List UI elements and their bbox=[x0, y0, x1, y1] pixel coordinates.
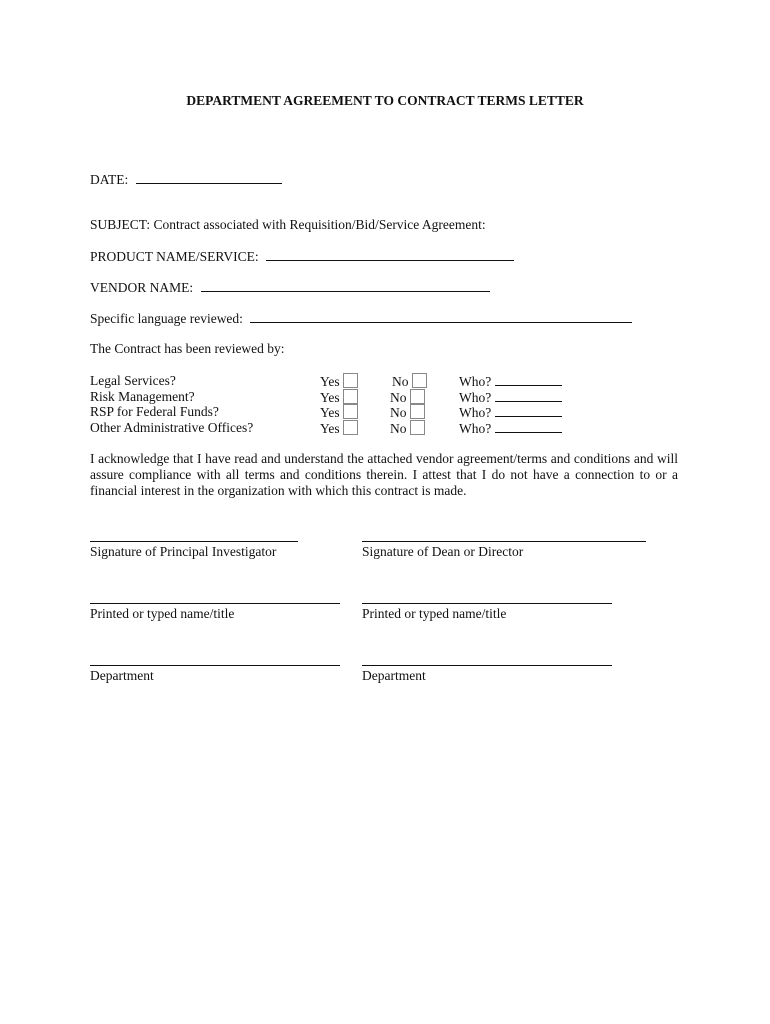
vendor-row bbox=[90, 279, 490, 296]
no-label: No bbox=[390, 421, 407, 436]
pi-name-line[interactable] bbox=[90, 603, 340, 604]
no-checkbox[interactable] bbox=[410, 404, 425, 419]
vendor-field[interactable] bbox=[201, 279, 490, 292]
review-label: Other Administrative Offices? bbox=[90, 420, 254, 435]
yes-checkbox[interactable] bbox=[343, 404, 358, 419]
yes-checkbox[interactable] bbox=[343, 420, 358, 435]
dean-department-line[interactable] bbox=[362, 665, 612, 666]
who-label: Who? bbox=[459, 405, 492, 420]
who-label: Who? bbox=[459, 390, 492, 405]
who-option bbox=[459, 373, 562, 390]
review-label: Risk Management? bbox=[90, 389, 195, 404]
no-checkbox[interactable] bbox=[410, 389, 425, 404]
pi-name-caption: Printed or typed name/title bbox=[90, 606, 235, 621]
acknowledgement-paragraph: I acknowledge that I have read and understand the attached vendor agreement/terms and conditions and will assure compliance with all terms and conditions therein. I attest that I do not have a connection to or a financial interest in the organization with which this contract is made. bbox=[90, 451, 678, 498]
pi-signature-line[interactable] bbox=[90, 541, 298, 542]
no-option bbox=[392, 373, 427, 390]
pi-department-caption: Department bbox=[90, 668, 154, 683]
yes-label: Yes bbox=[320, 421, 340, 436]
no-option bbox=[390, 420, 425, 437]
no-label: No bbox=[390, 405, 407, 420]
document-title: DEPARTMENT AGREEMENT TO CONTRACT TERMS LETTER bbox=[186, 93, 584, 108]
who-field[interactable] bbox=[495, 420, 562, 433]
date-label: DATE: bbox=[90, 172, 129, 187]
no-label: No bbox=[390, 390, 407, 405]
specific-language-row bbox=[90, 310, 632, 327]
reviewed-by-heading: The Contract has been reviewed by: bbox=[90, 341, 285, 356]
who-label: Who? bbox=[459, 421, 492, 436]
yes-option bbox=[320, 373, 358, 390]
who-option bbox=[459, 420, 562, 437]
no-label: No bbox=[392, 374, 409, 389]
no-checkbox[interactable] bbox=[412, 373, 427, 388]
who-option bbox=[459, 404, 562, 421]
who-field[interactable] bbox=[495, 389, 562, 402]
date-row bbox=[90, 171, 282, 188]
dean-signature-caption: Signature of Dean or Director bbox=[362, 544, 524, 559]
product-field[interactable] bbox=[266, 248, 514, 261]
specific-language-field[interactable] bbox=[250, 310, 632, 323]
dean-name-line[interactable] bbox=[362, 603, 612, 604]
subject-line: SUBJECT: Contract associated with Requisition/Bid/Service Agreement: bbox=[90, 217, 486, 232]
yes-option bbox=[320, 420, 358, 437]
no-option bbox=[390, 404, 425, 421]
yes-checkbox[interactable] bbox=[343, 373, 358, 388]
who-field[interactable] bbox=[495, 373, 562, 386]
product-label: PRODUCT NAME/SERVICE: bbox=[90, 249, 259, 264]
dean-name-caption: Printed or typed name/title bbox=[362, 606, 507, 621]
date-field[interactable] bbox=[136, 171, 282, 184]
dean-signature-line[interactable] bbox=[362, 541, 646, 542]
yes-label: Yes bbox=[320, 405, 340, 420]
review-label: RSP for Federal Funds? bbox=[90, 404, 219, 419]
pi-department-line[interactable] bbox=[90, 665, 340, 666]
who-label: Who? bbox=[459, 374, 492, 389]
yes-checkbox[interactable] bbox=[343, 389, 358, 404]
product-row bbox=[90, 248, 514, 265]
pi-signature-caption: Signature of Principal Investigator bbox=[90, 544, 277, 559]
review-label: Legal Services? bbox=[90, 373, 176, 388]
dean-department-caption: Department bbox=[362, 668, 426, 683]
yes-label: Yes bbox=[320, 374, 340, 389]
yes-option bbox=[320, 404, 358, 421]
vendor-label: VENDOR NAME: bbox=[90, 280, 194, 295]
specific-language-label: Specific language reviewed: bbox=[90, 311, 243, 326]
who-field[interactable] bbox=[495, 404, 562, 417]
yes-label: Yes bbox=[320, 390, 340, 405]
no-checkbox[interactable] bbox=[410, 420, 425, 435]
